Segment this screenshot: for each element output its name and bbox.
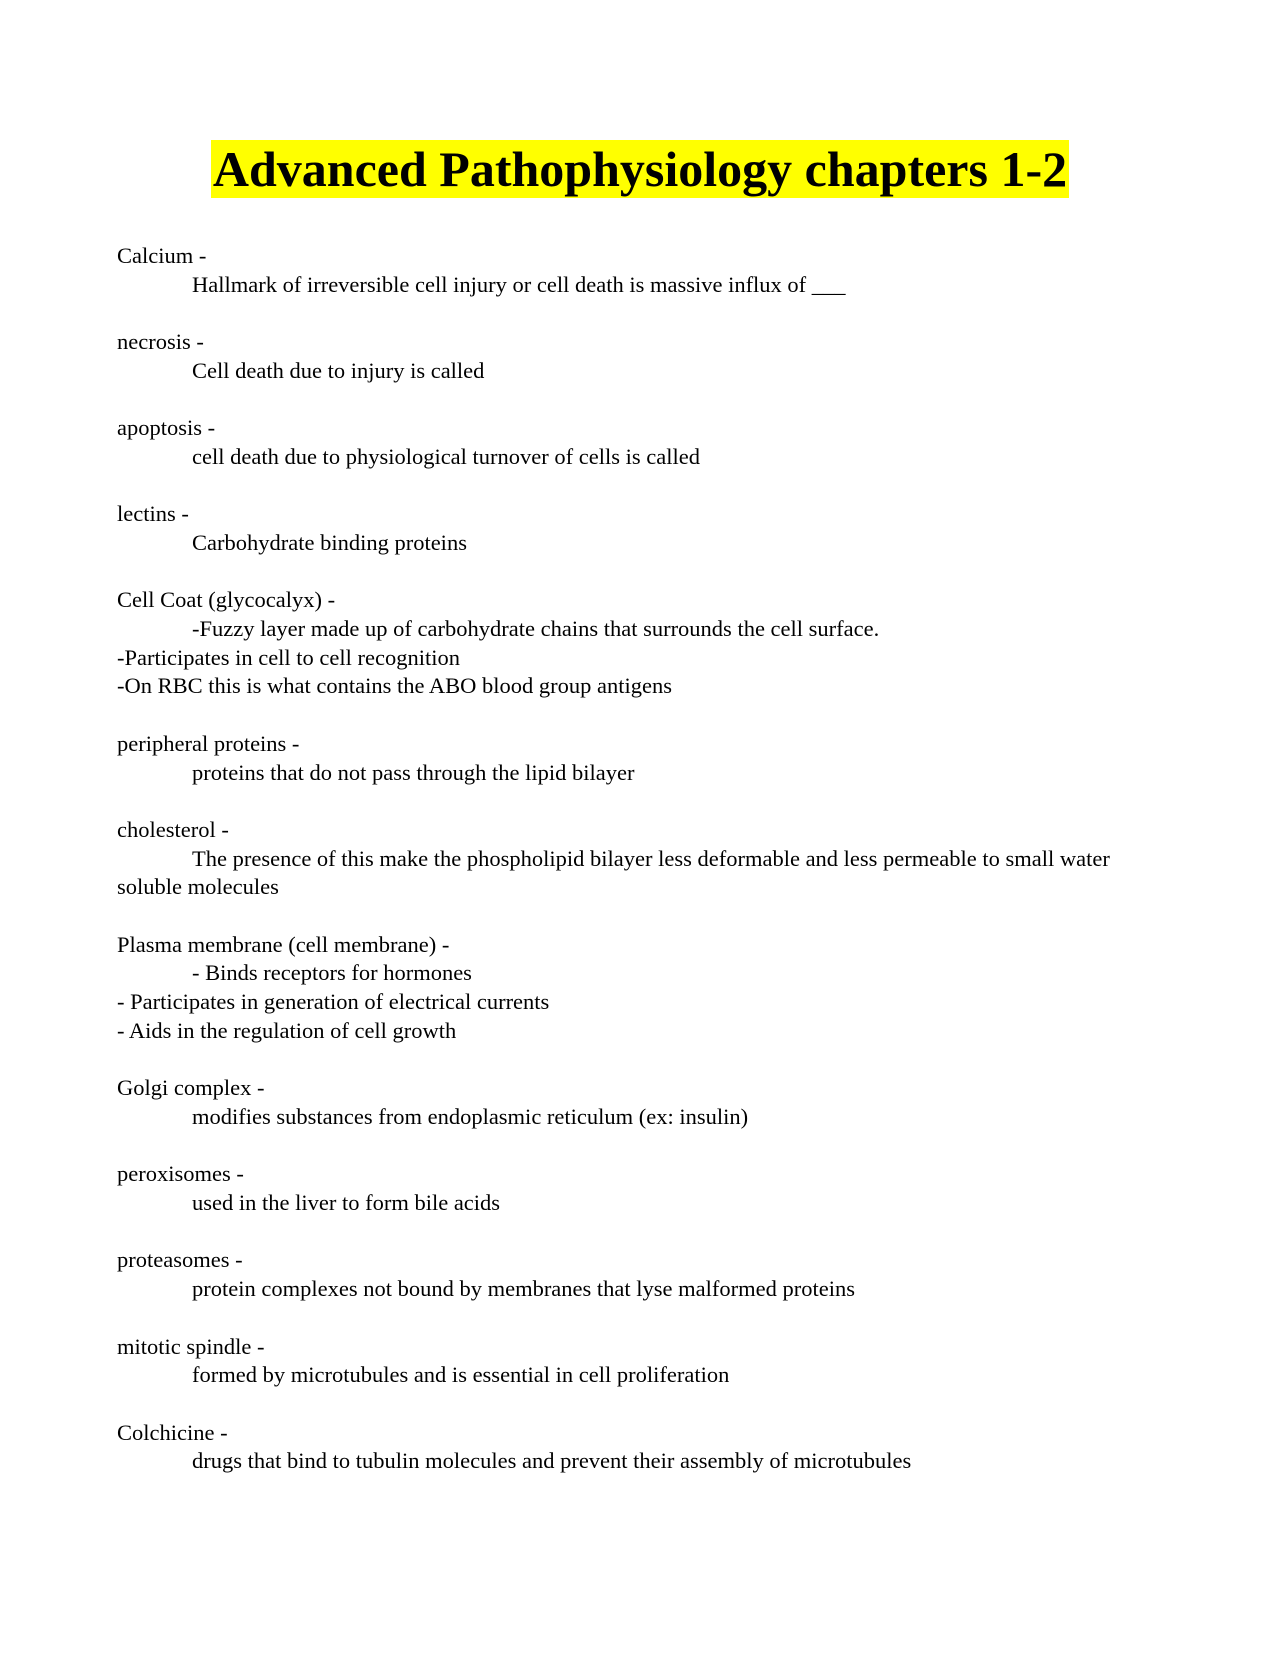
flashcard-definition: Carbohydrate binding proteins [192,529,467,555]
flashcard-definition-line: -Participates in cell to cell recognition [117,644,461,670]
document-title: Advanced Pathophysiology chapters 1-2 [212,141,1068,197]
flashcard-definition: Hallmark of irreversible cell injury or cell death is massive influx of ___ [192,271,846,297]
flashcard-entry [117,1419,1180,1476]
flashcard-entry [117,328,1180,385]
flashcard-list [117,242,1180,1476]
flashcard-entry [117,414,1180,471]
flashcard-entry [117,730,1180,787]
flashcard-entry [117,586,1180,701]
flashcard-definition: modifies substances from endoplasmic reticulum (ex: insulin) [192,1103,749,1129]
flashcard-term: peroxisomes - [117,1161,244,1187]
flashcard-definition: proteins that do not pass through the lipid bilayer [192,759,635,785]
flashcard-entry [117,242,1180,299]
flashcard-definition: The presence of this make the phospholipid bilayer less deformable and less permeable to small water soluble molecules [117,845,1110,900]
flashcard-entry [117,1246,1180,1303]
flashcard-term: Cell Coat (glycocalyx) - [117,587,336,613]
flashcard-definition: cell death due to physiological turnover of cells is called [192,443,700,469]
flashcard-definition-line: -On RBC this is what contains the ABO blood group antigens [117,673,672,699]
flashcard-entry [117,1074,1180,1131]
flashcard-term: proteasomes - [117,1247,243,1273]
flashcard-term: cholesterol - [117,816,229,842]
flashcard-definition: - Binds receptors for hormones [192,960,472,986]
flashcard-definition-line: - Aids in the regulation of cell growth [117,1017,457,1043]
flashcard-term: Plasma membrane (cell membrane) - [117,931,450,957]
flashcard-definition-line: - Participates in generation of electrical currents [117,989,550,1015]
flashcard-entry [117,931,1180,1046]
title-container [117,140,1180,198]
flashcard-term: Calcium - [117,243,207,268]
flashcard-entry [117,500,1180,557]
flashcard-definition: -Fuzzy layer made up of carbohydrate chains that surrounds the cell surface. [192,616,880,642]
flashcard-definition: drugs that bind to tubulin molecules and prevent their assembly of microtubules [192,1448,912,1474]
flashcard-term: peripheral proteins - [117,730,300,756]
flashcard-term: lectins - [117,501,189,527]
flashcard-term: Golgi complex - [117,1075,265,1101]
flashcard-term: Colchicine - [117,1419,228,1445]
flashcard-term: necrosis - [117,329,204,355]
flashcard-entry [117,816,1180,902]
flashcard-definition: formed by microtubules and is essential in cell proliferation [192,1362,730,1388]
flashcard-definition: used in the liver to form bile acids [192,1190,501,1216]
flashcard-entry [117,1333,1180,1390]
flashcard-definition: protein complexes not bound by membranes that lyse malformed proteins [192,1276,855,1302]
flashcard-term: mitotic spindle - [117,1333,265,1359]
flashcard-term: apoptosis - [117,415,216,441]
flashcard-entry [117,1160,1180,1217]
flashcard-definition: Cell death due to injury is called [192,357,485,383]
